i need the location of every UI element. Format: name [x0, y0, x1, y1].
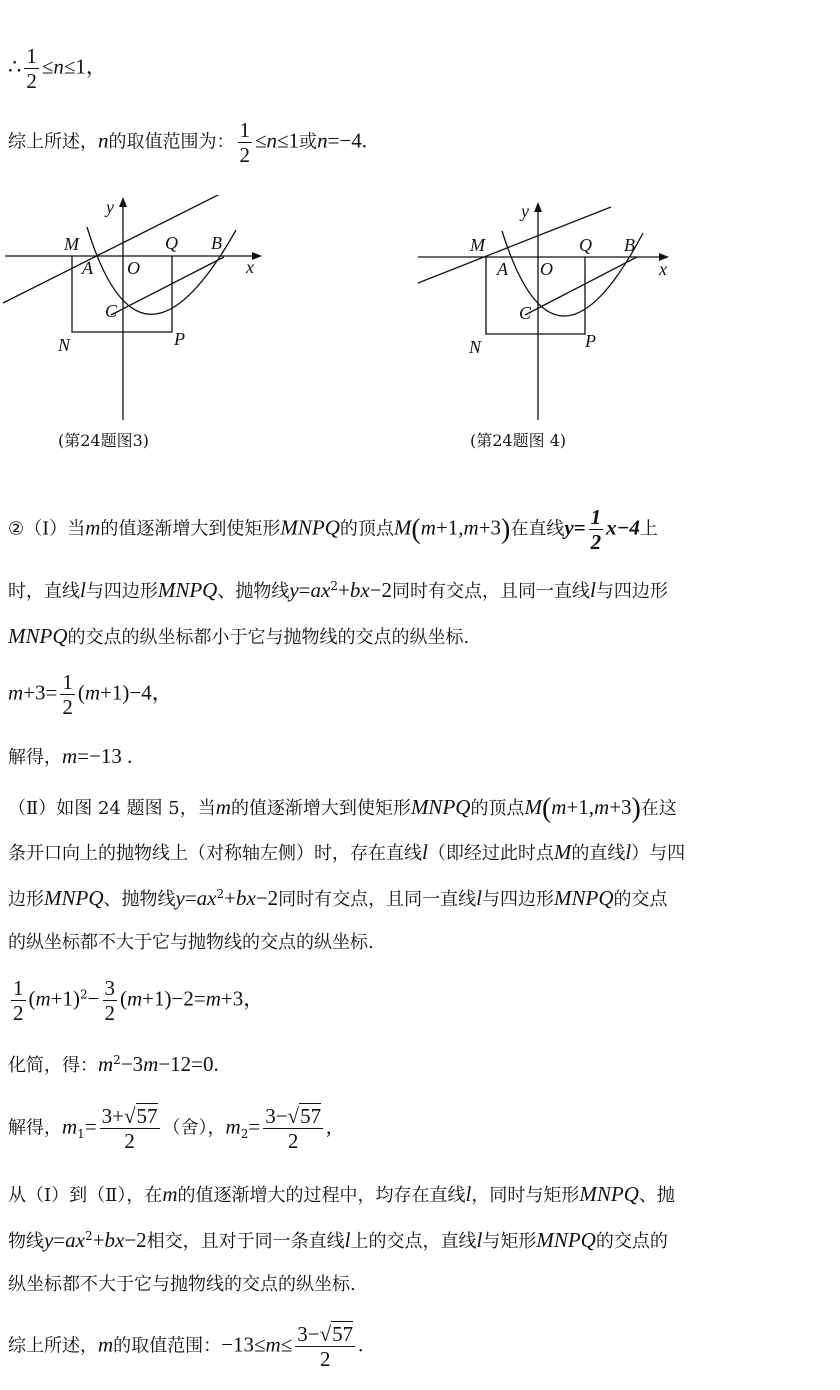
fig4-label-b: B [624, 235, 635, 255]
fig3-label-y: y [106, 197, 114, 217]
fig4-label-p: P [585, 331, 596, 351]
para-i-line-1: ②（Ⅰ）当m的值逐渐增大到使矩形MNPQ的顶点M(m+1,m+3)在直线y= $\frac{1}{2}$ x−4上 [8, 505, 658, 555]
fig4-label-m: M [470, 235, 485, 255]
para-ii-line-1: （Ⅱ）如图 24 题图 5，当m的值逐渐增大到使矩形MNPQ的顶点M(m+1,m+3)在这 [8, 793, 677, 824]
fig3-label-n: N [58, 335, 71, 355]
summary-line-2: 物线$y=ax^2+bx-2$相交，且对于同一条直线l上的交点，直线l与矩形MNPQ的交点的 [8, 1228, 668, 1252]
fig4-label-n: N [469, 337, 482, 357]
solution-2: 解得，$m_1=$ $\frac{3+√57}{2}$ （舍），$m_2=$ $\frac{3-√57}{2}$ , [8, 1104, 332, 1154]
figure-3-caption: (第24题图3) [58, 431, 150, 450]
fig4-label-q: Q [579, 235, 592, 255]
para-i-line-3: MNPQ的交点的纵坐标都小于它与抛物线的交点的纵坐标. [8, 624, 470, 648]
fig3-label-b: B [211, 233, 222, 253]
figure-4 [415, 195, 685, 425]
line-2: 综上所述，n的取值范围为： $\frac{1}{2}$ ≤n≤1或n=−4. [8, 118, 367, 168]
fig4-label-o: O [540, 259, 553, 279]
fig3-label-m: M [64, 234, 79, 254]
fig3-label-a: A [82, 258, 93, 278]
para-ii-line-4: 的纵坐标都不大于它与抛物线的交点的纵坐标. [8, 932, 374, 953]
para-ii-line-3: 边形MNPQ、抛物线$y=ax^2+bx-2$同时有交点，且同一直线l与四边形MNPQ的交点 [8, 886, 668, 910]
fig4-label-c: C [519, 303, 532, 323]
fig3-label-p: P [174, 329, 185, 349]
figure-3 [0, 195, 290, 425]
fig3-label-q: Q [165, 233, 178, 253]
fig3-label-c: C [105, 301, 118, 321]
summary-line-1: 从（Ⅰ）到（Ⅱ），在m的值逐渐增大的过程中，均存在直线l，同时与矩形MNPQ、抛 [8, 1182, 675, 1206]
fig4-label-x: x [659, 259, 667, 279]
solution-1: 解得，m=−13 . [8, 744, 133, 768]
line-1: ∴ $\frac{1}{2}$ ≤n≤1， [8, 44, 107, 94]
equation-1: m+3= $\frac{1}{2}$ (m+1)−4， [8, 670, 173, 720]
para-i-line-2: 时，直线l与四边形MNPQ、抛物线$y=ax^2+bx-2$同时有交点，且同一直线l与四边形 [8, 578, 668, 602]
final-range: 综上所述，m的取值范围：−13≤m≤ $\frac{3-√57}{2}$ . [8, 1322, 364, 1372]
simplify-line: 化简，得：$m^2-3m-12=0$. [8, 1052, 219, 1076]
fig3-label-o: O [127, 258, 140, 278]
para-ii-line-2: 条开口向上的抛物线上（对称轴左侧）时，存在直线l（即经过此时点M的直线l）与四 [8, 840, 686, 864]
fig3-label-x: x [246, 257, 254, 277]
fig4-label-a: A [497, 259, 508, 279]
figure-4-caption: (第24题图 4) [470, 431, 567, 450]
fig4-label-y: y [521, 201, 529, 221]
summary-line-3: 纵坐标都不大于它与抛物线的交点的纵坐标. [8, 1274, 356, 1295]
equation-2: $\frac{1}{2}$ $(m+1)^2-$ $\frac{3}{2}$ (m+1)−2=m+3， [13, 976, 265, 1026]
